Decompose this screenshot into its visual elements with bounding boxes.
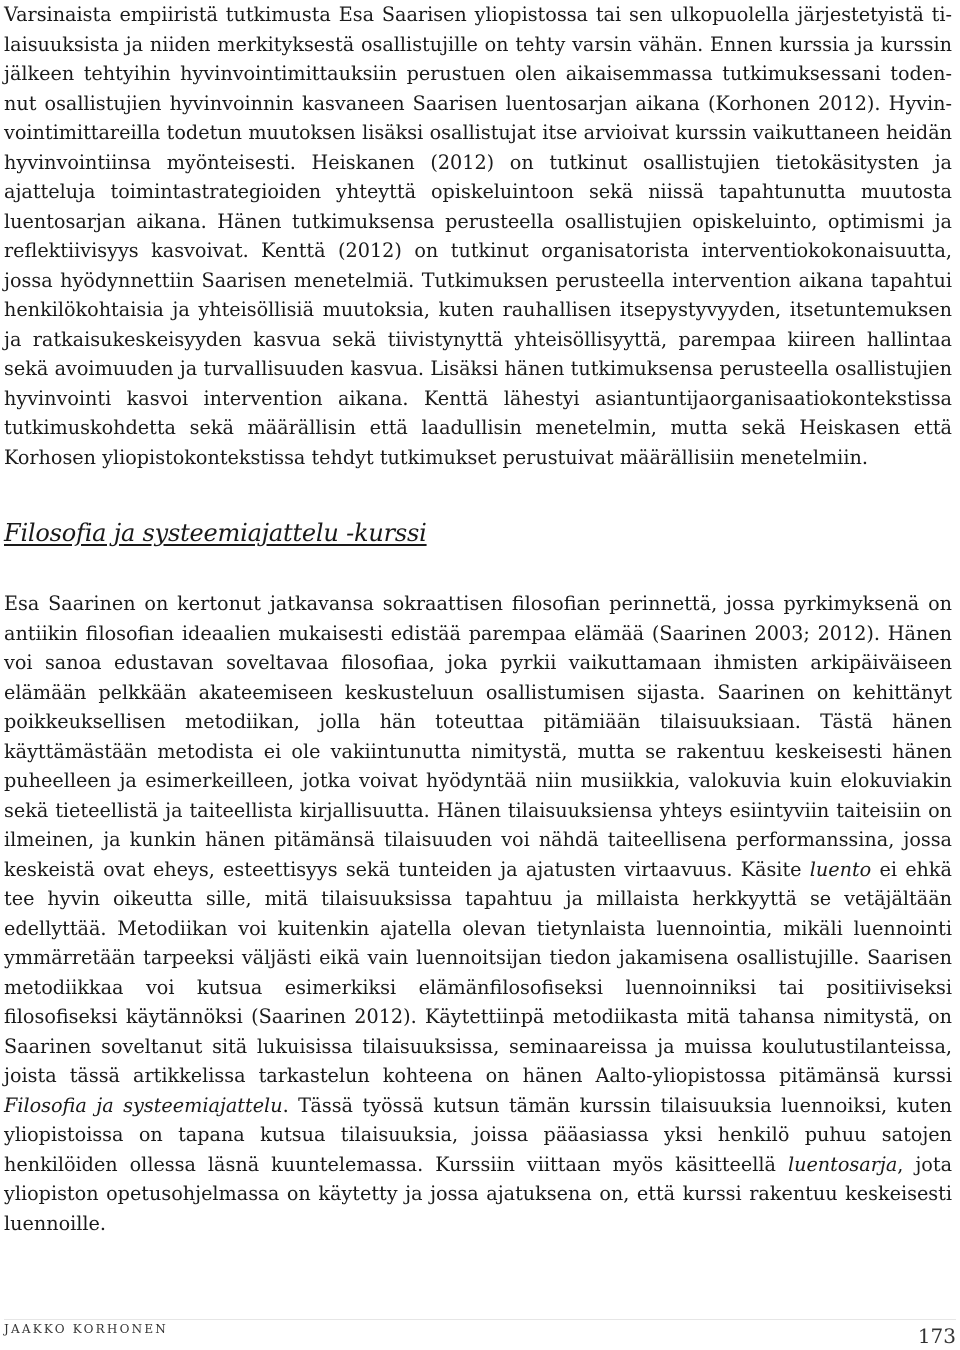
section-heading: Filosofia ja systeemiajattelu -kurssi (4, 519, 427, 547)
footer-author: JAAKKO KORHONEN (4, 1322, 168, 1336)
body-paragraph-2 (4, 589, 952, 1238)
paragraph-2-text-a: Esa Saarinen on kertonut jatkavansa sokraattisen filosofian perinnettä, jossa pyrkimyksenä on antiikin filosofian ideaalien mukaisesti edistää parempaa elämää (Saarinen 2003; 2012). Hänen voi sanoa edustavan soveltavaa filosofiaa, joka pyrkii vaikuttamaan ihmisten arkipäiväiseen elämään pelkkään akateemiseen keskusteluun osallistumisen sijasta. Saarinen on kehittänyt poikkeuksellisen metodiikan, jolla hän toteuttaa pitämiään tilaisuuksiaan. Tästä hänen käyttämästään metodista ei ole vakiintunutta nimitystä, mutta se rakentuu keskeisesti hänen puheelleen ja esimerkeilleen, jotka voivat hyödyntää niin musiikkia, valokuvia kuin elokuviakin sekä tieteellistä ja taiteellista kirjallisuutta. Hänen tilaisuuksiensa yhteys esiintyviin taiteisiin on ilmeinen, ja kunkin hänen pitämänsä tilaisuuden voi nähdä taiteellisena performanssina, jossa keskeistä ovat eheys, esteettisyys sekä tunteiden ja ajatusten virtaavuus. Käsite (4, 592, 952, 881)
paragraph-2-text-d: , jota yliopiston opetusohjelmassa on käytetty ja jossa ajatuksena on, että kurssi rakentuu keskeisesti luennoille. (4, 1152, 953, 1235)
term-luentosarja: luentosarja (787, 1152, 898, 1176)
course-title: Filosofia ja systeemiajattelu (4, 1093, 283, 1117)
page-number: 173 (917, 1324, 956, 1348)
term-luento: luento (809, 857, 872, 881)
body-paragraph-1: Varsinaista empiiristä tutkimusta Esa Saarisen yliopistossa tai sen ulkopuolella järjestetyistä tilaisuuksista ja niiden merkityksestä osallistujille on tehty varsin vähän. Ennen kurssia ja kurssin jälkeen tehtyihin hyvinvointimittauksiin perustuen olen aikaisemmassa tutkimuksessani todennut osallistujien hyvinvoinnin kasvaneen Saarisen luentosarjan aikana (Korhonen 2012). Hyvinvointimittareilla todetun muutoksen lisäksi osallistujat itse arvioivat kurssin vaikuttaneen heidän hyvinvointiinsa myönteisesti. Heiskanen (2012) on tutkinut osallistujien tietokäsitysten ja ajatteluja toimintastrategioiden yhteyttä opiskeluintoon sekä niissä tapahtunutta muutosta luentosarjan aikana. Hänen tutkimuksensa perusteella osallistujien opiskeluinto, optimismi ja reflektiivisyys kasvoivat. Kenttä (2012) on tutkinut organisatorista interventiokokonaisuutta, jossa hyödynnettiin Saarisen menetelmiä. Tutkimuksen perusteella intervention aikana tapahtui henkilökohtaisia ja yhteisöllisiä muutoksia, kuten rauhallisen itsepystyvyyden, itsetuntemuksen ja ratkaisukeskeisyyden kasvua sekä tiivistynyttä yhteisöllisyyttä, parempaa kiireen hallintaa sekä avoimuuden ja turvallisuuden kasvua. Lisäksi hänen tutkimuksensa perusteella osallistujien hyvinvointi kasvoi intervention aikana. Kenttä lähestyi asiantuntijaorganisaatiokontekstissa tutkimuskohdetta sekä määrällisin että laadullisin menetelmin, mutta sekä Heiskasen että Korhosen yliopistokontekstissa tehdyt tutkimukset perustuivat määrällisiin menetelmiin. (4, 3, 952, 469)
paragraph-2-text-b: ei ehkä tee hyvin oikeutta sille, mitä tilaisuuksissa tapahtuu ja millaista herkkyyttä se vetäjältään edellyttää. Metodiikan voi kuitenkin ajatella olevan tietynlaista luennointia, mikäli luennointi ymmärretään tarpeeksi väljästi eikä vain luennoitsijan tiedon jakamisena osallistujille. Saarisen metodiikkaa voi kutsua esimerkiksi elämänfilosofiseksi luennoinniksi tai positiiviseksi filosofiseksi käytännöksi (Saarinen 2012). Käytettiinpä metodiikasta mitä tahansa nimitystä, on Saarinen soveltanut sitä lukuisissa tilaisuuksissa, seminaareissa ja muissa koulutustilanteissa, joista tässä artikkelissa tarkastelun kohteena on hänen Aalto-yliopistossa pitämänsä kurssi (4, 857, 952, 1087)
footer-divider (4, 1319, 956, 1320)
paragraph-2-text-c: . Tässä työssä kutsun tämän kurssin tilaisuuksia luennoiksi, kuten yliopistoissa on tapana kutsua tilaisuuksia, joissa pääasiassa yksi henkilö puhuu satojen henkilöiden ollessa läsnä kuuntelemassa. Kurssiin viittaan myös käsitteellä (4, 1093, 953, 1176)
